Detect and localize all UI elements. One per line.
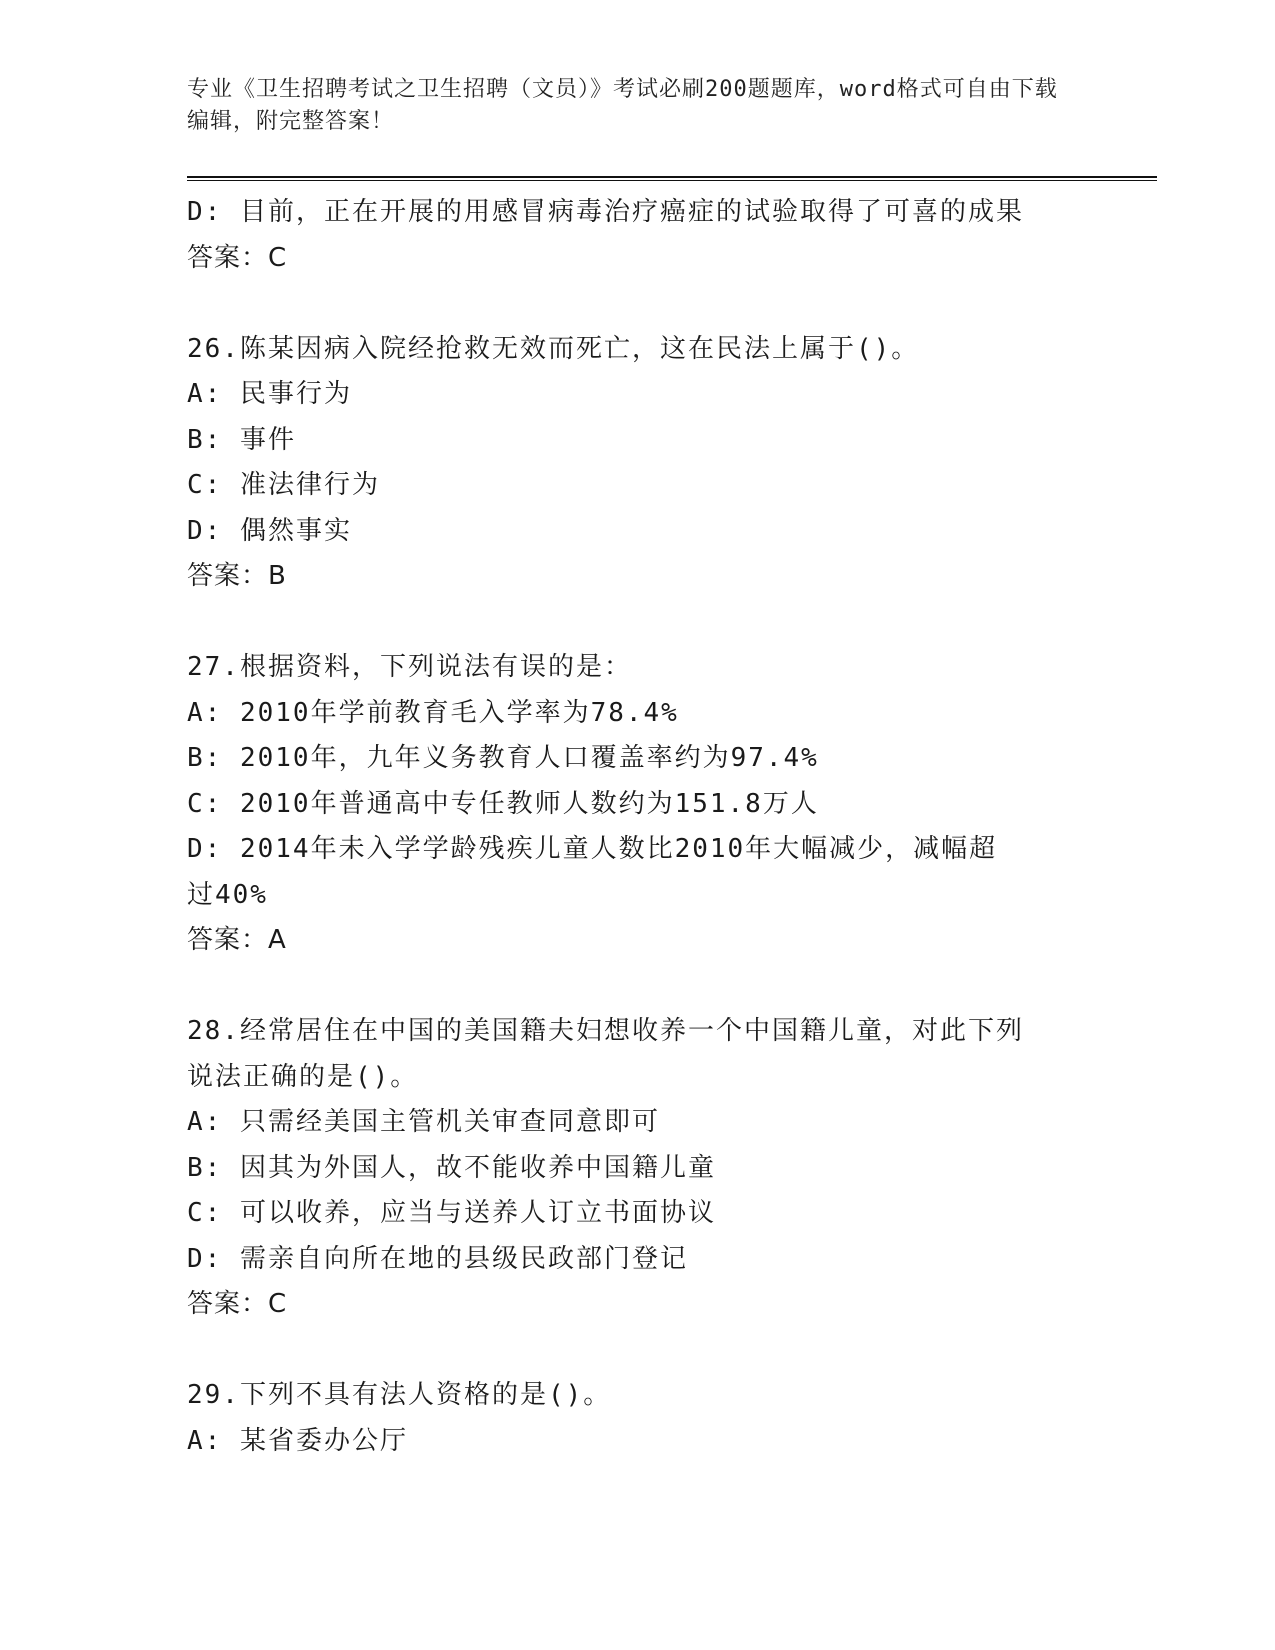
question-28-answer: 答案：C xyxy=(187,1289,288,1319)
question-26-answer: 答案：B xyxy=(187,561,287,591)
question-content xyxy=(187,190,1087,1464)
spacer xyxy=(187,1328,1087,1374)
spacer xyxy=(187,600,1087,646)
prev-option-d: D: 目前，正在开展的用感冒病毒治疗癌症的试验取得了可喜的成果 xyxy=(187,197,1024,227)
question-27-option-d: D: 2014年未入学学龄残疾儿童人数比2010年大幅减少，减幅超过40% xyxy=(187,834,998,910)
header-divider xyxy=(187,176,1157,181)
prev-answer: 答案：C xyxy=(187,242,288,273)
spacer xyxy=(187,281,1087,327)
question-28-option-b: B: 因其为外国人，故不能收养中国籍儿童 xyxy=(187,1152,716,1183)
question-28-option-d: D: 需亲自向所在地的县级民政部门登记 xyxy=(187,1243,688,1274)
page-header: 专业《卫生招聘考试之卫生招聘（文员）》考试必刷200题题库，word格式可自由下载编辑，附完整答案！ xyxy=(187,77,1058,134)
question-27-answer: 答案：A xyxy=(187,925,287,955)
question-28-option-a: A: 只需经美国主管机关审查同意即可 xyxy=(187,1107,660,1137)
question-29-stem: 29.下列不具有法人资格的是()。 xyxy=(187,1380,612,1410)
question-28-stem: 28.经常居住在中国的美国籍夫妇想收养一个中国籍儿童，对此下列说法正确的是()。 xyxy=(187,1016,1024,1092)
question-28-option-c: C: 可以收养，应当与送养人订立书面协议 xyxy=(187,1198,716,1228)
question-26-stem: 26.陈某因病入院经抢救无效而死亡，这在民法上属于()。 xyxy=(187,333,920,364)
spacer xyxy=(187,964,1087,1010)
question-27-option-a: A: 2010年学前教育毛入学率为78.4% xyxy=(187,697,679,728)
question-26-option-c: C: 准法律行为 xyxy=(187,470,380,500)
question-26-option-a: A: 民事行为 xyxy=(187,379,352,409)
question-26-option-b: B: 事件 xyxy=(187,424,296,455)
question-29-option-a: A: 某省委办公厅 xyxy=(187,1425,408,1456)
question-27-option-b: B: 2010年，九年义务教育人口覆盖率约为97.4% xyxy=(187,743,819,773)
question-26-option-d: D: 偶然事实 xyxy=(187,515,352,546)
question-27-option-c: C: 2010年普通高中专任教师人数约为151.8万人 xyxy=(187,788,819,819)
question-27-stem: 27.根据资料，下列说法有误的是： xyxy=(187,652,632,682)
